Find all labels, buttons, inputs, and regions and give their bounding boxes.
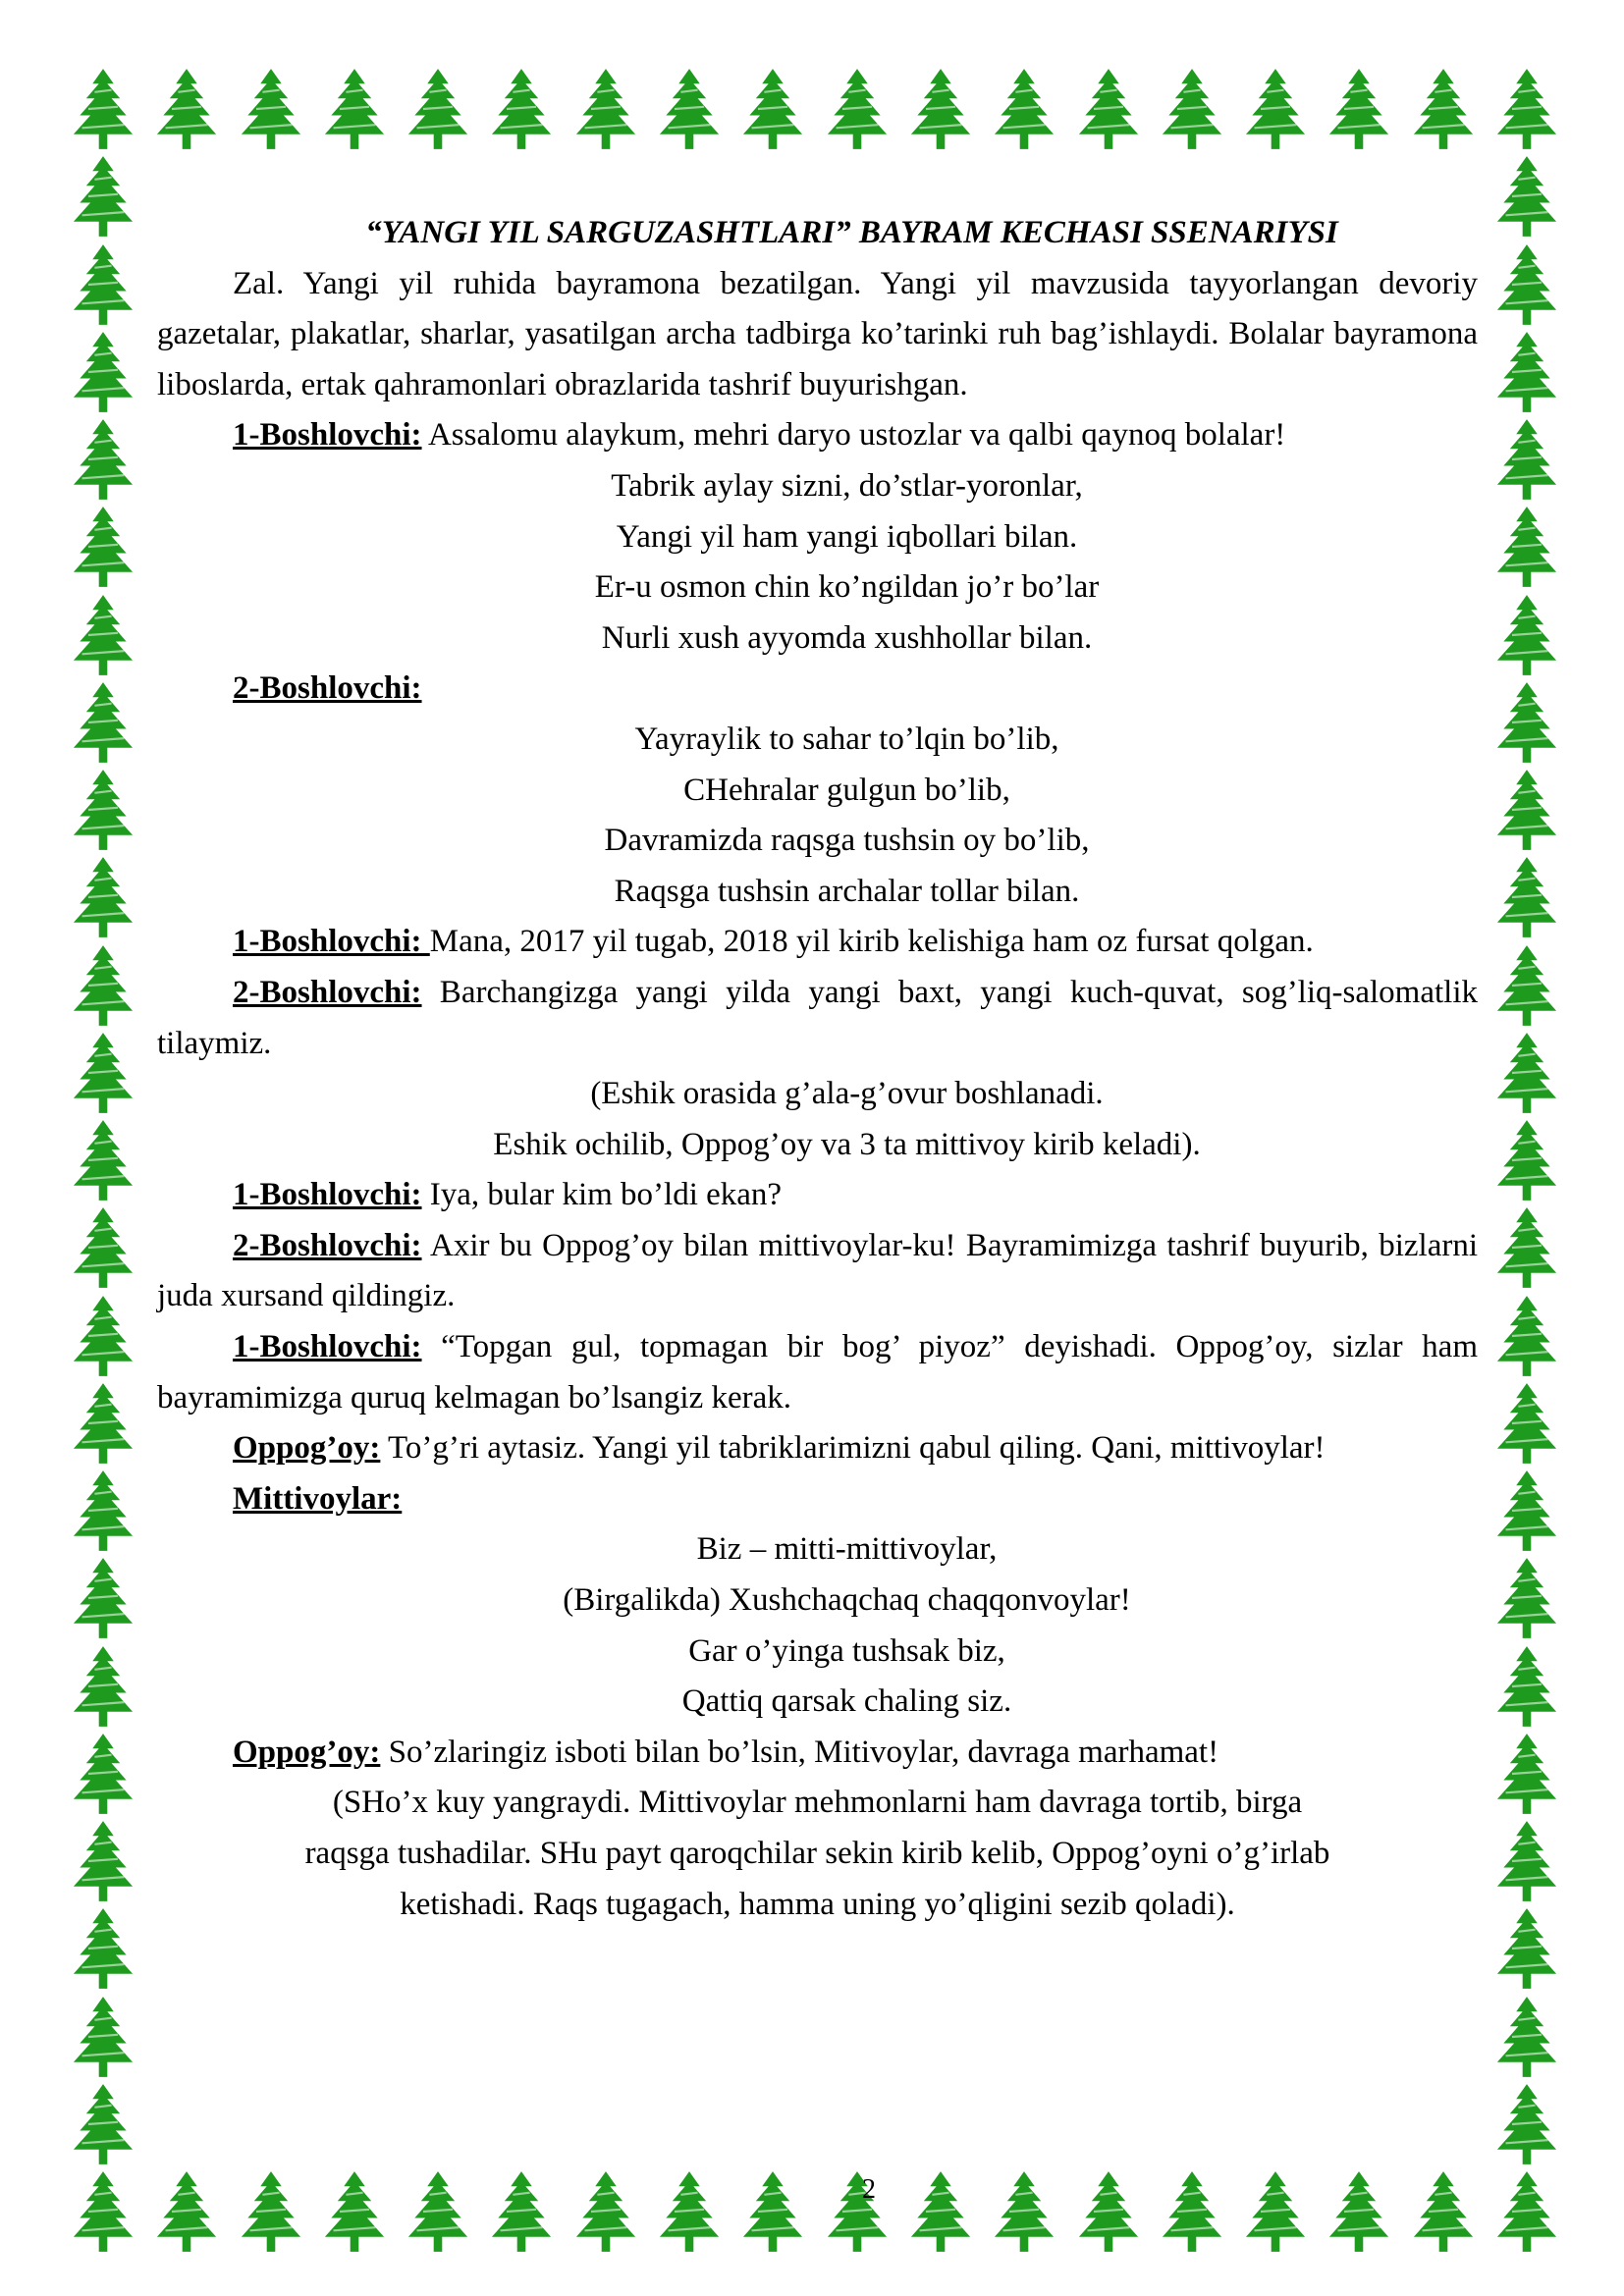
speaker-label: 1-Boshlovchi: [233, 1177, 422, 1213]
verse-line: Davramizda raqsga tushsin oy bo’lib, [604, 823, 1090, 859]
verse-line: Yayraylik to sahar to’lqin bo’lib, [634, 721, 1059, 757]
christmas-tree-icon [71, 1031, 135, 1115]
christmas-tree-icon [71, 1556, 135, 1640]
stage-direction-line: (SHo’x kuy yangraydi. Mittivoylar mehmonlarni ham davraga tortib, birga [332, 1785, 1303, 1821]
verse-line: (Birgalikda) Xushchaqchaq chaqqonvoylar! [563, 1582, 1131, 1619]
dialogue-text: Assalomu alaykum, mehri daryo ustozlar va qalbi qaynoq bolalar! [421, 417, 1286, 454]
christmas-tree-icon [657, 2169, 722, 2254]
christmas-tree-icon [71, 242, 135, 327]
christmas-tree-icon [1494, 1995, 1559, 2079]
christmas-tree-icon [71, 1381, 135, 1466]
christmas-tree-icon [71, 505, 135, 589]
christmas-tree-icon [71, 1118, 135, 1202]
dialogue-text: Axir bu Oppog’oy bilan mittivoylar-ku! Bayramimizga tashrif buyurib, bizlarni juda xursand qildingiz. [157, 1227, 1478, 1314]
christmas-tree-icon [740, 67, 805, 151]
christmas-tree-icon [1494, 855, 1559, 939]
christmas-tree-icon [1326, 67, 1391, 151]
christmas-tree-icon [71, 855, 135, 939]
stage-direction-line: Eshik ochilib, Oppog’oy va 3 ta mittivoy kirib keladi). [493, 1126, 1201, 1162]
christmas-tree-icon [1411, 67, 1476, 151]
christmas-tree-icon [1494, 505, 1559, 589]
christmas-tree-icon [322, 67, 387, 151]
verse-line: Gar o’yinga tushsak biz, [688, 1632, 1005, 1669]
dialogue-text: Mana, 2017 yil tugab, 2018 yil kirib kelishiga ham oz fursat qolgan. [429, 924, 1314, 960]
christmas-tree-icon [71, 1819, 135, 1903]
christmas-tree-icon [71, 2082, 135, 2166]
christmas-tree-icon [1411, 2169, 1476, 2254]
christmas-tree-icon [154, 67, 219, 151]
christmas-tree-icon [573, 2169, 638, 2254]
christmas-tree-icon [406, 2169, 470, 2254]
stage-direction-line: ketishadi. Raqs tugagach, hamma uning yo’qligini sezib qoladi). [400, 1886, 1235, 1922]
christmas-tree-icon [1494, 2082, 1559, 2166]
christmas-tree-icon [71, 1205, 135, 1290]
christmas-tree-icon [1494, 1906, 1559, 1991]
document-body [157, 208, 1478, 1930]
christmas-tree-icon [1494, 417, 1559, 502]
christmas-tree-icon [825, 2169, 890, 2254]
christmas-tree-icon [71, 1294, 135, 1378]
dialogue-line [157, 664, 1478, 715]
christmas-tree-icon [71, 1995, 135, 2079]
christmas-tree-icon [154, 2169, 219, 2254]
verse-line: Yangi yil ham yangi iqbollari bilan. [616, 518, 1078, 555]
christmas-tree-icon [71, 1468, 135, 1553]
christmas-tree-icon [71, 680, 135, 765]
christmas-tree-icon [1494, 154, 1559, 239]
christmas-tree-icon [1494, 67, 1559, 151]
christmas-tree-icon [1494, 768, 1559, 852]
christmas-tree-icon [1494, 1205, 1559, 1290]
christmas-tree-icon [71, 67, 135, 151]
verse-block [157, 1524, 1478, 1727]
christmas-tree-icon [657, 67, 722, 151]
christmas-tree-icon [489, 2169, 554, 2254]
dialogue-line [157, 1423, 1478, 1474]
christmas-tree-icon [1494, 1468, 1559, 1553]
stage-direction-line: (Eshik orasida g’ala-g’ovur boshlanadi. [590, 1076, 1104, 1112]
dialogue-line [157, 1170, 1478, 1221]
christmas-tree-icon [71, 1644, 135, 1729]
verse-block [157, 715, 1478, 917]
christmas-tree-icon [908, 2169, 973, 2254]
intro-paragraph: Zal. Yangi yil ruhida bayramona bezatilgan. Yangi yil mavzusida tayyorlangan devoriy gazetalar, plakatlar, sharlar, yasatilgan archa tadbirga ko’tarinki ruh bag’ishlaydi. Bolalar bayramona liboslarda, ertak qahramonlari obrazlarida tashrif buyurishgan. [157, 265, 1478, 402]
christmas-tree-icon [71, 2169, 135, 2254]
page-number: 2 [862, 2174, 876, 2205]
speaker-label: 1-Boshlovchi: [233, 1329, 422, 1365]
dialogue-line [157, 1322, 1478, 1423]
dialogue-text: To’g’ri aytasiz. Yangi yil tabriklarimizni qabul qiling. Qani, mittivoylar! [380, 1430, 1326, 1467]
christmas-tree-icon [1326, 2169, 1391, 2254]
christmas-tree-icon [71, 943, 135, 1028]
christmas-tree-icon [71, 330, 135, 414]
christmas-tree-icon [71, 154, 135, 239]
dialogue-text: Iya, bular kim bo’ldi ekan? [421, 1177, 783, 1213]
christmas-tree-icon [1243, 2169, 1308, 2254]
christmas-tree-icon [1494, 1031, 1559, 1115]
christmas-tree-icon [71, 768, 135, 852]
speaker-label: 2-Boshlovchi: [233, 1227, 422, 1263]
dialogue-line [157, 410, 1478, 461]
dialogue-line [157, 917, 1478, 968]
dialogue-text: “Topgan gul, topmagan bir bog’ piyoz” deyishadi. Oppog’oy, sizlar ham bayramimizga quruq kelmagan bo’lsangiz kerak. [157, 1329, 1478, 1415]
stage-direction [157, 1778, 1478, 1930]
stage-direction-line: raqsga tushadilar. SHu payt qaroqchilar sekin kirib kelib, Oppog’oyni o’g’irlab [304, 1836, 1330, 1871]
christmas-tree-icon [1494, 680, 1559, 765]
christmas-tree-icon [239, 2169, 303, 2254]
christmas-tree-icon [1494, 1118, 1559, 1202]
stage-direction [157, 1069, 1478, 1170]
verse-line: Qattiq qarsak chaling siz. [681, 1683, 1012, 1720]
speaker-label: 1-Boshlovchi: [233, 417, 422, 454]
christmas-tree-icon [908, 67, 973, 151]
dialogue-text: Barchangizga yangi yilda yangi baxt, yangi kuch-quvat, sog’liq-salomatlik tilaymiz. [157, 974, 1478, 1061]
christmas-tree-icon [1494, 242, 1559, 327]
christmas-tree-icon [239, 67, 303, 151]
christmas-tree-icon [1160, 2169, 1224, 2254]
christmas-tree-icon [1494, 593, 1559, 677]
verse-line: Nurli xush ayyomda xushhollar bilan. [601, 619, 1093, 656]
christmas-tree-icon [1494, 2169, 1559, 2254]
christmas-tree-icon [71, 1906, 135, 1991]
christmas-tree-icon [1494, 1644, 1559, 1729]
christmas-tree-icon [322, 2169, 387, 2254]
speaker-label: 1-Boshlovchi: [233, 924, 430, 960]
christmas-tree-icon [1494, 1732, 1559, 1816]
verse-block [157, 461, 1478, 664]
christmas-tree-icon [992, 67, 1056, 151]
christmas-tree-icon [1076, 67, 1141, 151]
dialogue-line [157, 1474, 1478, 1525]
verse-line: Tabrik aylay sizni, do’stlar-yoronlar, [611, 467, 1083, 504]
speaker-label: Oppog’oy: [233, 1430, 381, 1467]
christmas-tree-icon [71, 417, 135, 502]
christmas-tree-icon [740, 2169, 805, 2254]
christmas-tree-icon [1494, 1556, 1559, 1640]
christmas-tree-icon [71, 1732, 135, 1816]
verse-line: Er-u osmon chin ko’ngildan jo’r bo’lar [594, 569, 1100, 606]
christmas-tree-icon [992, 2169, 1056, 2254]
christmas-tree-icon [1494, 330, 1559, 414]
christmas-tree-icon [489, 67, 554, 151]
christmas-tree-icon [1076, 2169, 1141, 2254]
christmas-tree-icon [1243, 67, 1308, 151]
speaker-label: Oppog’oy: [233, 1734, 381, 1770]
christmas-tree-icon [71, 593, 135, 677]
dialogue-line [157, 968, 1478, 1069]
christmas-tree-icon [573, 67, 638, 151]
document-title: “YANGI YIL SARGUZASHTLARI” BAYRAM KECHASI SSENARIYSI [365, 215, 1338, 250]
dialogue-line [157, 1728, 1478, 1779]
christmas-tree-icon [406, 67, 470, 151]
verse-line: Biz – mitti-mittivoylar, [696, 1531, 998, 1568]
christmas-tree-icon [1494, 1294, 1559, 1378]
dialogue-line [157, 1221, 1478, 1322]
speaker-label: 2-Boshlovchi: [233, 974, 422, 1010]
dialogue-text: So’zlaringiz isboti bilan bo’lsin, Mitivoylar, davraga marhamat! [380, 1734, 1219, 1770]
speaker-label: 2-Boshlovchi: [233, 670, 422, 707]
verse-line: CHehralar gulgun bo’lib, [683, 772, 1010, 808]
christmas-tree-icon [825, 67, 890, 151]
verse-line: Raqsga tushsin archalar tollar bilan. [614, 873, 1080, 909]
christmas-tree-icon [1494, 1819, 1559, 1903]
christmas-tree-icon [1494, 1381, 1559, 1466]
christmas-tree-icon [1160, 67, 1224, 151]
christmas-tree-icon [1494, 943, 1559, 1028]
speaker-label: Mittivoylar: [233, 1480, 403, 1517]
